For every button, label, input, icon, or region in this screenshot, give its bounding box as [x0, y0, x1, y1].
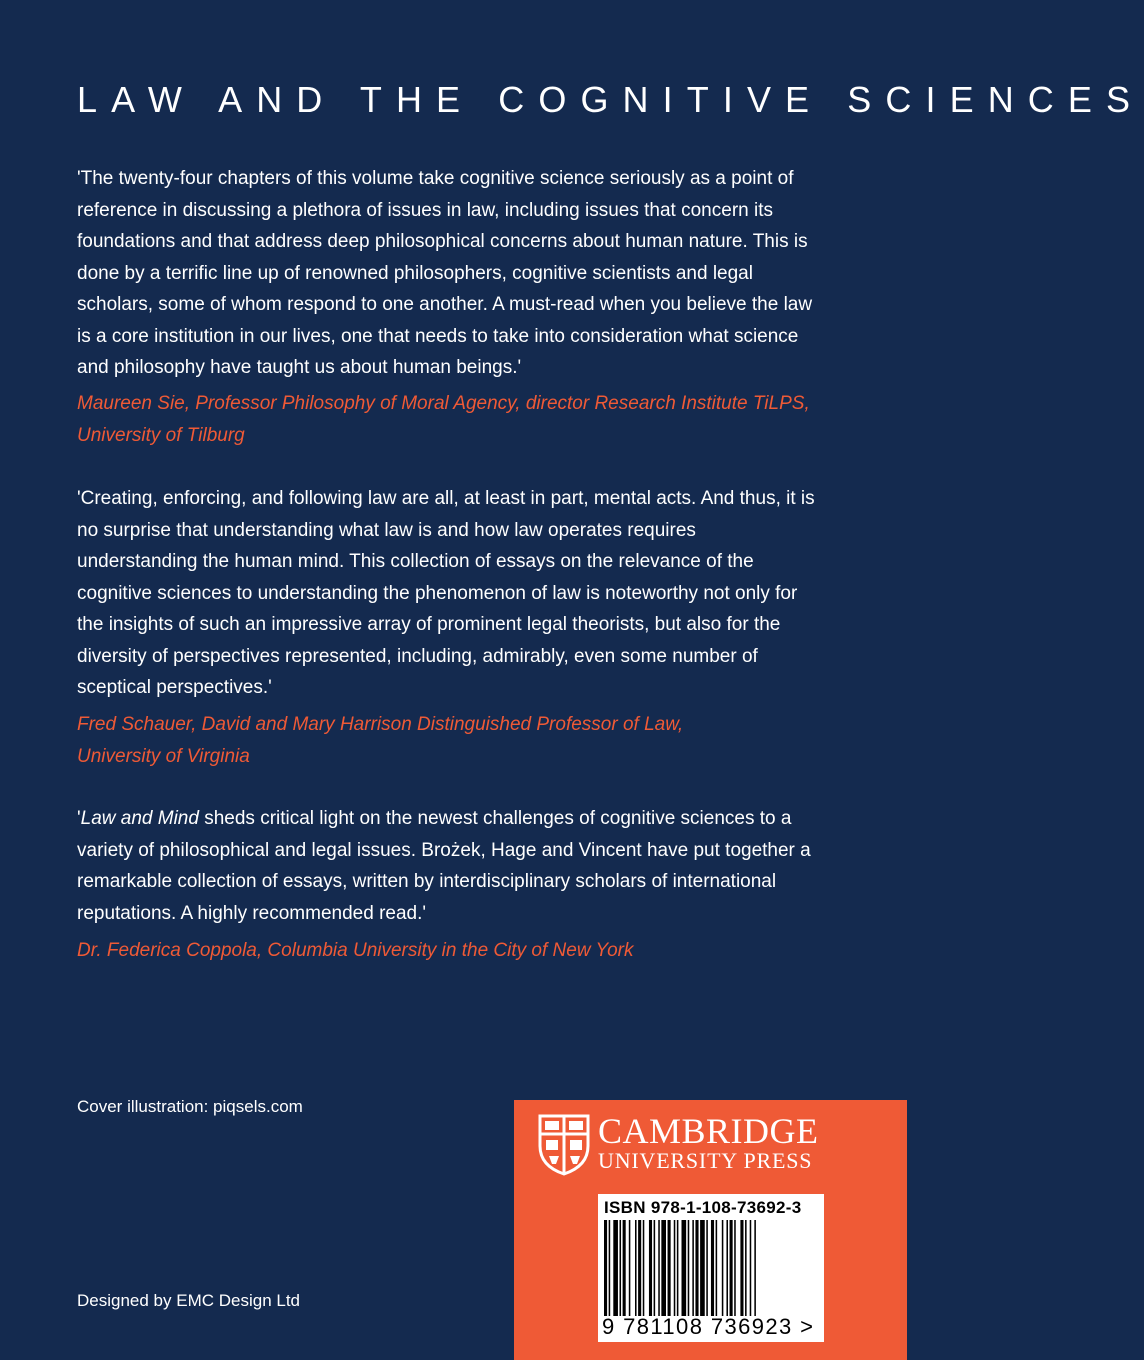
quote-body: sheds critical light on the newest challenges of cognitive sciences to a variety of philosophical and legal issues. Brożek, Hage and Vincent have put together a remarkable collection of essays, written by interdisciplinary scholars of international reputations. A highly recommended read.' [77, 808, 811, 924]
endorsement-quote-2: 'Creating, enforcing, and following law are all, at least in part, mental acts. And thus, it is no surprise that understanding what law is and how law operates requires understanding the human mind. This collection of essays on the relevance of the cognitive sciences to understanding the phenomenon of law is noteworthy not only for the insights of such an impressive array of prominent legal theorists, but also for the diversity of perspectives represented, including, admirably, even some number of sceptical perspectives.' [77, 488, 815, 698]
book-title-italic: Law and Mind [80, 808, 199, 829]
quote-open-mark: ' [77, 808, 81, 829]
barcode-digits: 9 781108 736923 > [602, 1314, 815, 1339]
endorsement-attribution-3: Dr. Federica Coppola, Columbia University in the City of New York [77, 940, 634, 961]
isbn-text: ISBN 978-1-108-73692-3 [604, 1198, 802, 1217]
endorsement-attribution-2: Fred Schauer, David and Mary Harrison Distinguished Professor of Law, University of Virginia [77, 714, 684, 767]
barcode-box [598, 1194, 824, 1342]
endorsement-quote-1: 'The twenty-four chapters of this volume take cognitive science seriously as a point of reference in discussing a plethora of issues in law, including issues that concern its foundations and that address deep philosophical concerns about human nature. This is done by a terrific line up of renowned philosophers, cognitive scientists and legal scholars, some of whom respond to one another. A must-read when you believe the law is a core institution in our lives, one that needs to take into consideration what science and philosophy have taught us about human beings.' [77, 168, 813, 378]
endorsement-attribution-1: Maureen Sie, Professor Philosophy of Moral Agency, director Research Institute TiLPS, University of Tilburg [77, 393, 810, 446]
publisher-name: CAMBRIDGE [598, 1111, 819, 1151]
cambridge-crest-icon [536, 1112, 592, 1176]
publisher-panel [514, 1100, 907, 1360]
endorsement-quote-3 [77, 803, 822, 929]
design-credit: Designed by EMC Design Ltd [77, 1291, 301, 1310]
barcode-icon [604, 1220, 818, 1316]
publisher-subname: UNIVERSITY PRESS [598, 1148, 813, 1173]
cover-illustration-credit: Cover illustration: piqsels.com [77, 1097, 303, 1116]
series-title: LAW AND THE COGNITIVE SCIENCES [77, 79, 1144, 120]
